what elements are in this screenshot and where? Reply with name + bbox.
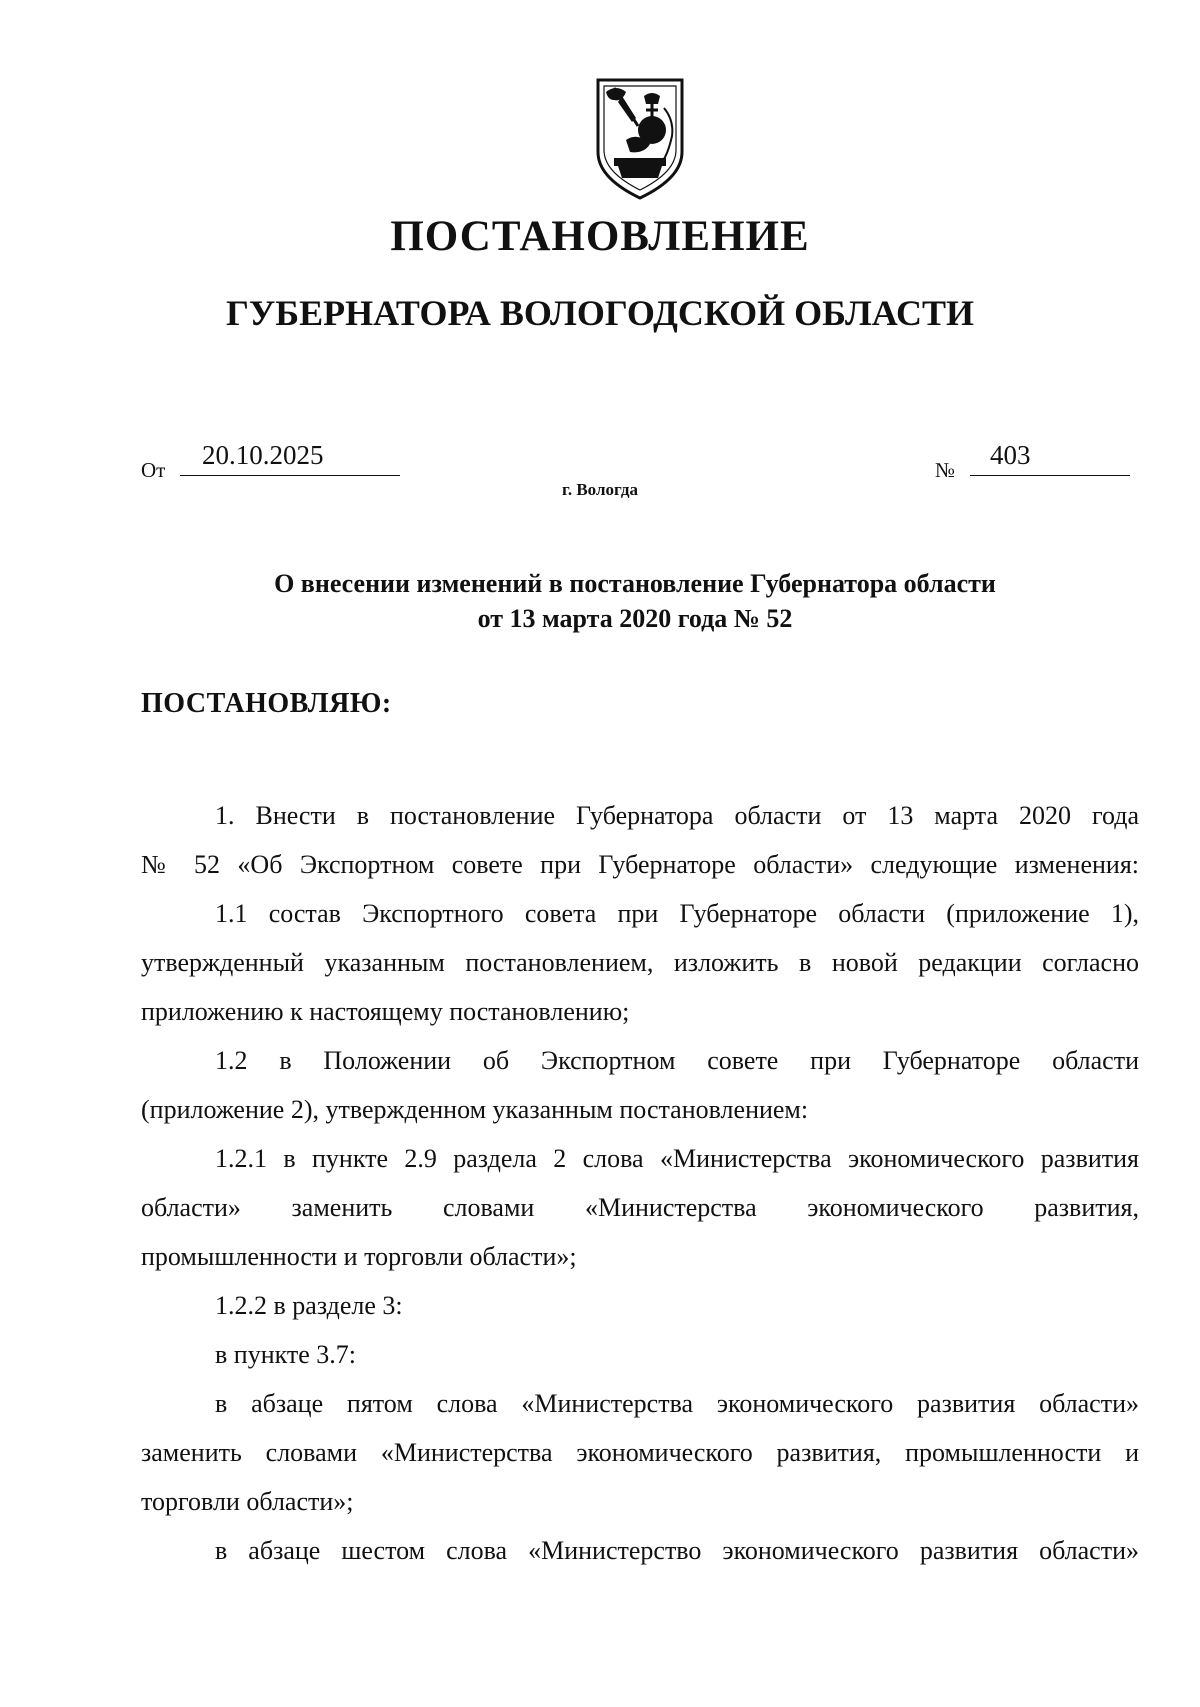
document-title: ПОСТАНОВЛЕНИЕ (390, 213, 810, 260)
body-line: (приложение 2), утвержденном указанным постановлением: (141, 1095, 809, 1124)
heading-line: О внесении изменений в постановление Губернатора области (274, 569, 996, 598)
body-line: № 52 «Об Экспортном совете при Губернаторе области» следующие изменения: (141, 850, 1139, 879)
body-line: 1.1 состав Экспортного совета при Губернаторе области (приложение 1), (215, 899, 1139, 928)
body-line: в абзаце пятом слова «Министерства экономического развития области» (215, 1389, 1139, 1418)
number-label: № (935, 458, 956, 482)
document-heading (0, 566, 1200, 636)
body-line: в пункте 3.7: (215, 1340, 357, 1369)
date-underline (180, 475, 400, 476)
body-line: 1.2.1 в пункте 2.9 раздела 2 слова «Министерства экономического развития (215, 1144, 1139, 1173)
body-line: 1.2 в Положении об Экспортном совете при Губернаторе области (215, 1046, 1139, 1075)
body-line: утвержденный указанным постановлением, изложить в новой редакции согласно (141, 948, 1139, 977)
city-label: г. Вологда (562, 480, 638, 499)
document-subtitle: ГУБЕРНАТОРА ВОЛОГОДСКОЙ ОБЛАСТИ (225, 293, 975, 333)
number-value: 403 (990, 440, 1031, 470)
body-line: промышленности и торговли области»; (141, 1242, 577, 1271)
date-value: 20.10.2025 (202, 440, 324, 470)
body-line: торговли области»; (141, 1487, 354, 1516)
number-underline (970, 475, 1130, 476)
document-body (141, 791, 1139, 1575)
decree-word: ПОСТАНОВЛЯЮ: (141, 688, 392, 719)
body-line: заменить словами «Министерства экономического развития, промышленности и (141, 1438, 1139, 1467)
body-line: 1. Внести в постановление Губернатора области от 13 марта 2020 года (215, 801, 1139, 830)
heading-line: от 13 марта 2020 года № 52 (477, 604, 793, 633)
body-line: в абзаце шестом слова «Министерство экономического развития области» (215, 1536, 1139, 1565)
body-line: приложению к настоящему постановлению; (141, 997, 630, 1026)
body-line: области» заменить словами «Министерства экономического развития, (141, 1193, 1139, 1222)
date-label: От (141, 458, 166, 482)
body-line: 1.2.2 в разделе 3: (215, 1291, 403, 1320)
coat-of-arms-icon (592, 74, 688, 202)
